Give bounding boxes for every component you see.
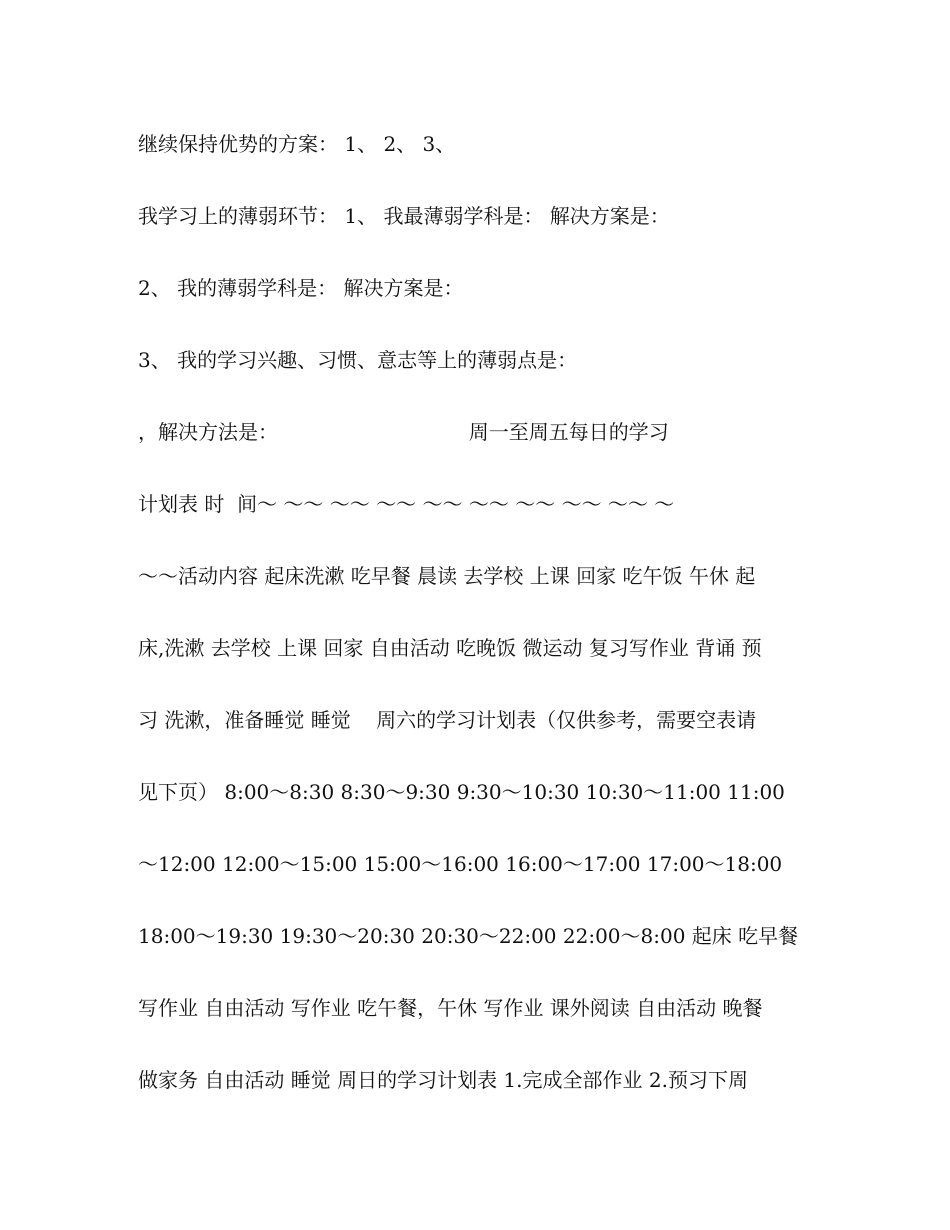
text-line-5: ，解决方法是： 周一至周五每日的学习	[138, 420, 669, 444]
text-line-1: 继续保持优势的方案： 1、 2、 3、	[138, 132, 456, 156]
text-line-14: 做家务 自由活动 睡觉 周日的学习计划表 1.完成全部作业 2.预习下周	[138, 1068, 748, 1092]
text-line-12: 18:00～19:30 19:30～20:30 20:30～22:00 22:00～8:00 起床 吃早餐	[138, 924, 799, 948]
text-line-11: ～12:00 12:00～15:00 15:00～16:00 16:00～17:00 17:00～18:00	[138, 852, 783, 876]
text-line-2: 我学习上的薄弱环节： 1、 我最薄弱学科是： 解决方案是：	[138, 204, 670, 228]
text-line-4: 3、 我的学习兴趣、习惯、意志等上的薄弱点是：	[138, 348, 578, 372]
text-line-9: 习 洗漱，准备睡觉 睡觉 周六的学习计划表（仅供参考，需要空表请	[138, 708, 757, 732]
text-line-7: ～～活动内容 起床洗漱 吃早餐 晨读 去学校 上课 回家 吃午饭 午休 起	[138, 564, 756, 588]
text-line-3: 2、 我的薄弱学科是： 解决方案是：	[138, 276, 464, 300]
text-line-6: 计划表 时 间～ ～～ ～～ ～～ ～～ ～～ ～～ ～～ ～～ ～	[138, 492, 675, 516]
text-line-10: 见下页） 8:00～8:30 8:30～9:30 9:30～10:30 10:30～11:00 11:00	[138, 780, 785, 804]
text-line-13: 写作业 自由活动 写作业 吃午餐，午休 写作业 课外阅读 自由活动 晚餐	[138, 996, 763, 1020]
text-line-8: 床,洗漱 去学校 上课 回家 自由活动 吃晚饭 微运动 复习写作业 背诵 预	[138, 636, 762, 660]
